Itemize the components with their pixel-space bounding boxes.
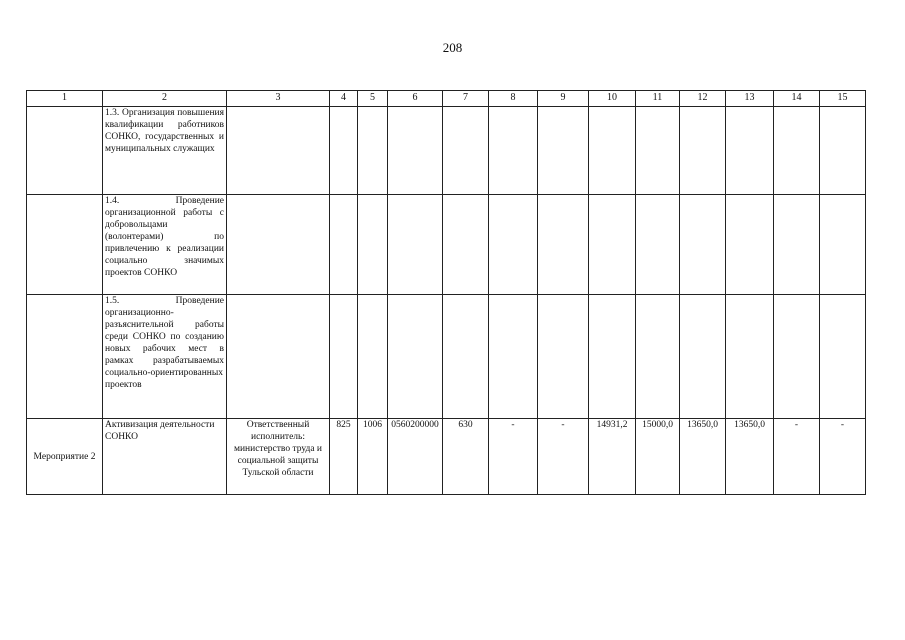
- header-cell: 2: [103, 91, 227, 107]
- header-cell: 8: [489, 91, 538, 107]
- empty-cell: [774, 295, 820, 419]
- empty-cell: [443, 195, 489, 295]
- header-cell: 7: [443, 91, 489, 107]
- value-cell: -: [538, 419, 589, 495]
- empty-cell: [358, 107, 388, 195]
- header-cell: 12: [680, 91, 726, 107]
- table-row: [27, 195, 866, 295]
- value-cell: -: [774, 419, 820, 495]
- header-row: [27, 91, 866, 107]
- value-cell: -: [820, 419, 866, 495]
- empty-cell: [27, 195, 103, 295]
- header-cell: 4: [330, 91, 358, 107]
- value-cell: 14931,2: [589, 419, 636, 495]
- empty-cell: [636, 195, 680, 295]
- empty-cell: [636, 107, 680, 195]
- empty-cell: [589, 295, 636, 419]
- empty-cell: [820, 295, 866, 419]
- table-row: [27, 107, 866, 195]
- header-cell: 6: [388, 91, 443, 107]
- empty-cell: [538, 107, 589, 195]
- code-cell: 1006: [358, 419, 388, 495]
- event-label: Мероприятие 2: [27, 419, 103, 495]
- program-table: [26, 90, 866, 495]
- responsible-executor: Ответственный исполнитель: министерство труда и социальной защиты Тульской области: [227, 419, 330, 495]
- empty-cell: [820, 195, 866, 295]
- empty-cell: [489, 107, 538, 195]
- empty-cell: [726, 107, 774, 195]
- header-cell: 14: [774, 91, 820, 107]
- empty-cell: [227, 295, 330, 419]
- code-cell: 630: [443, 419, 489, 495]
- empty-cell: [680, 295, 726, 419]
- header-cell: 10: [589, 91, 636, 107]
- empty-cell: [489, 295, 538, 419]
- empty-cell: [820, 107, 866, 195]
- empty-cell: [358, 295, 388, 419]
- empty-cell: [680, 107, 726, 195]
- code-cell: 825: [330, 419, 358, 495]
- value-cell: 15000,0: [636, 419, 680, 495]
- empty-cell: [227, 107, 330, 195]
- code-cell: 0560200000: [388, 419, 443, 495]
- header-cell: 13: [726, 91, 774, 107]
- empty-cell: [443, 295, 489, 419]
- empty-cell: [538, 295, 589, 419]
- empty-cell: [726, 295, 774, 419]
- empty-cell: [227, 195, 330, 295]
- empty-cell: [774, 195, 820, 295]
- header-cell: 5: [358, 91, 388, 107]
- empty-cell: [489, 195, 538, 295]
- empty-cell: [388, 295, 443, 419]
- empty-cell: [27, 295, 103, 419]
- value-cell: 13650,0: [680, 419, 726, 495]
- task-description: 1.4. Проведение организационной работы с добровольцами (волонтерами) по привлечению к реализации социально значимых проектов СОНКО: [103, 195, 227, 295]
- task-description: 1.3. Организация повышения квалификации работников СОНКО, государственных и муниципальных служащих: [103, 107, 227, 195]
- task-description: 1.5. Проведение организационно-разъяснительной работы среди СОНКО по созданию новых рабочих мест в рамках разрабатываемых социально-ориентированных проектов: [103, 295, 227, 419]
- empty-cell: [330, 195, 358, 295]
- empty-cell: [330, 295, 358, 419]
- empty-cell: [726, 195, 774, 295]
- table-row: [27, 295, 866, 419]
- empty-cell: [774, 107, 820, 195]
- value-cell: -: [489, 419, 538, 495]
- empty-cell: [330, 107, 358, 195]
- value-cell: 13650,0: [726, 419, 774, 495]
- empty-cell: [27, 107, 103, 195]
- empty-cell: [589, 107, 636, 195]
- header-cell: 1: [27, 91, 103, 107]
- event-name: Активизация деятельности СОНКО: [103, 419, 227, 495]
- header-cell: 9: [538, 91, 589, 107]
- empty-cell: [538, 195, 589, 295]
- header-cell: 3: [227, 91, 330, 107]
- empty-cell: [443, 107, 489, 195]
- empty-cell: [636, 295, 680, 419]
- event-row: [27, 419, 866, 495]
- empty-cell: [358, 195, 388, 295]
- empty-cell: [388, 107, 443, 195]
- empty-cell: [388, 195, 443, 295]
- empty-cell: [680, 195, 726, 295]
- page-number: 208: [442, 40, 463, 55]
- header-cell: 15: [820, 91, 866, 107]
- header-cell: 11: [636, 91, 680, 107]
- empty-cell: [589, 195, 636, 295]
